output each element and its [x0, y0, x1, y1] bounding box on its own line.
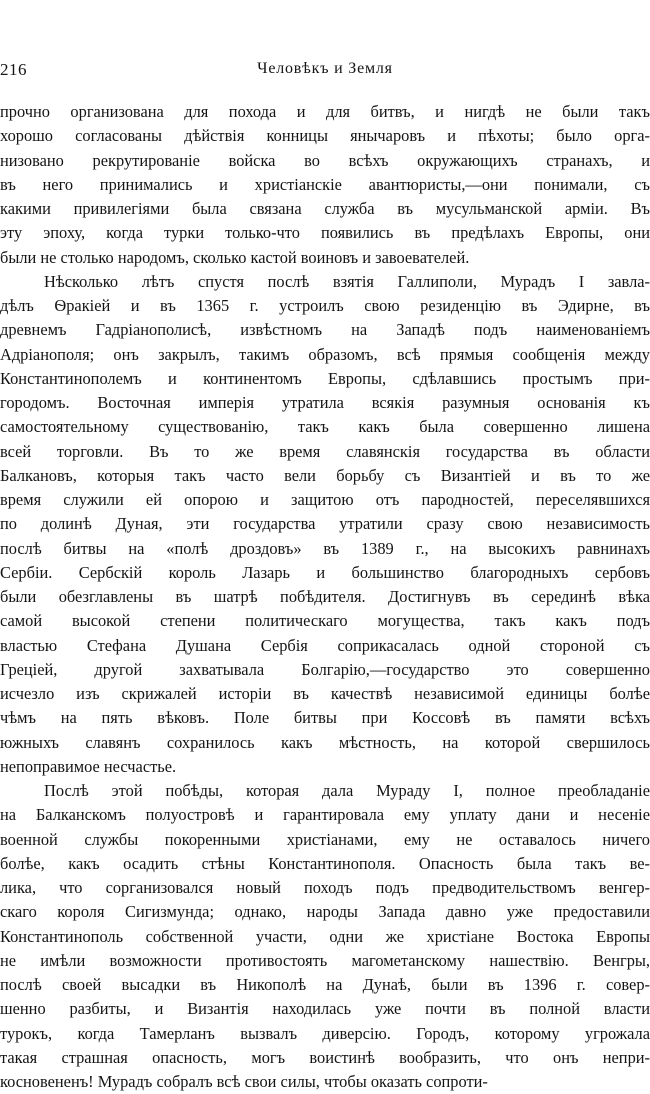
text-line: Константинополемъ и континентомъ Европы, сдѣлавшись простымъ при-	[0, 368, 650, 388]
text-line: турокъ, когда Тамерланъ вызвалъ диверсію. Городъ, которому угрожала	[0, 1023, 650, 1043]
text-line: властью Стефана Душана Сербія соприкасалась одной стороной съ	[0, 635, 650, 655]
text-line: по долинѣ Дуная, эти государства утратили сразу свою независимость	[0, 514, 650, 534]
running-title: Человѣкъ и Земля	[257, 60, 393, 77]
text-line: непоправимое несчастье.	[0, 756, 177, 776]
text-line: прочно организована для похода и для битвъ, и нигдѣ не были такъ	[0, 102, 650, 121]
paragraph	[0, 270, 650, 779]
text-line: исчезло изъ скрижалей исторіи въ качествѣ независимой единицы болѣе	[0, 684, 650, 703]
text-line: дѣлъ Ѳракіей и въ 1365 г. устроилъ свою резиденцію въ Эдирне, въ	[0, 296, 650, 315]
text-line: всей торговли. Въ то же время славянскія государства въ области	[0, 441, 650, 461]
text-line: какими привилегіями была связана служба въ мусульманской арміи. Въ	[0, 199, 650, 218]
text-line: южныхъ славянъ сохранилось какъ мѣстность, на которой свершилось	[0, 732, 650, 752]
page-number: 216	[0, 60, 27, 79]
text-line: Греціей, другой захватывала Болгарію,—государство это совершенно	[0, 659, 650, 679]
paragraph	[0, 779, 650, 1094]
text-line: лика, что сорганизовался новый походъ подъ предводительствомъ венгер-	[0, 878, 650, 897]
text-line: время служили ей опорою и защитою отъ пародностей, переселявшихся	[0, 490, 650, 509]
text-line: Сербіи. Сербскій король Лазарь и большинство благородныхъ сербовъ	[0, 562, 650, 582]
text-line: хорошо согласованы дѣйствія конницы янычаровъ и пѣхоты; было орга-	[0, 126, 650, 146]
text-line: шенно разбиты, и Византія находилась уже почти въ полной власти	[0, 999, 650, 1019]
text-line: послѣ своей высадки въ Никополѣ на Дунаѣ, были въ 1396 г. совер-	[0, 975, 650, 994]
text-line: Послѣ этой побѣды, которая дала Мураду I, полное преобладаніе	[44, 781, 650, 800]
text-line: на Балканскомъ полуостровѣ и гарантировала ему уплату дани и несеніе	[0, 805, 650, 825]
text-line: самостоятельному существованію, такъ какъ была совершенно лишена	[0, 417, 650, 437]
text-line: такая страшная опасность, могъ воистинѣ вообразить, что онъ непри-	[0, 1047, 650, 1067]
text-line: древнемъ Гадріанополисѣ, извѣстномъ на Западѣ подъ наименованіемъ	[0, 320, 650, 340]
text-line: Балкановъ, которыя такъ часто вели борьбу съ Византіей и въ то же	[0, 465, 650, 485]
text-line: самой высокой степени политическаго могущества, такъ какъ подъ	[0, 611, 650, 631]
text-line: не имѣли возможности противостоять магометанскому нашествію. Венгры,	[0, 950, 650, 970]
text-line: военной службы покоренными христіанами, ему не оставалось ничего	[0, 829, 650, 849]
text-line: Нѣсколько лѣтъ спустя послѣ взятія Галлиполи, Мурадъ I завла-	[44, 271, 650, 291]
paragraph	[0, 100, 650, 270]
text-line: въ него принимались и христіанскіе авантюристы,—они понимали, съ	[0, 174, 650, 194]
text-line: послѣ битвы на «полѣ дроздовъ» въ 1389 г., на высокихъ равнинахъ	[0, 538, 650, 558]
text-line: болѣе, какъ осадить стѣны Константинополя. Опасность была такъ ве-	[0, 853, 650, 873]
body-text	[0, 100, 650, 1094]
text-line: косновененъ! Мурадъ собралъ всѣ свои силы, чтобы оказать сопроти-	[0, 1072, 488, 1091]
text-line: эту эпоху, когда турки только-что появились въ предѣлахъ Европы, они	[0, 223, 650, 243]
text-line: были не столько народомъ, сколько кастой воиновъ и завоевателей.	[0, 247, 470, 267]
text-line: Адріанополя; онъ закрылъ, такимъ образомъ, всѣ прямыя сообщенія между	[0, 344, 650, 364]
text-line: Константинополь собственной участи, одни же христіане Востока Европы	[0, 926, 650, 946]
text-line: были обезглавлены въ шатрѣ побѣдителя. Достигнувъ въ серединѣ вѣка	[0, 587, 650, 606]
text-line: городомъ. Восточная имперія утратила всякія разумныя основанія къ	[0, 393, 650, 412]
text-line: чѣмъ на пять вѣковъ. Поле битвы при Коссовѣ въ памяти всѣхъ	[0, 708, 650, 728]
text-line: скаго короля Сигизмунда; однако, народы Запада давно уже предоставили	[0, 902, 650, 922]
page-header	[0, 60, 650, 86]
text-line: низовано рекрутированіе войска во всѣхъ окружающихъ странахъ, и	[0, 150, 650, 170]
